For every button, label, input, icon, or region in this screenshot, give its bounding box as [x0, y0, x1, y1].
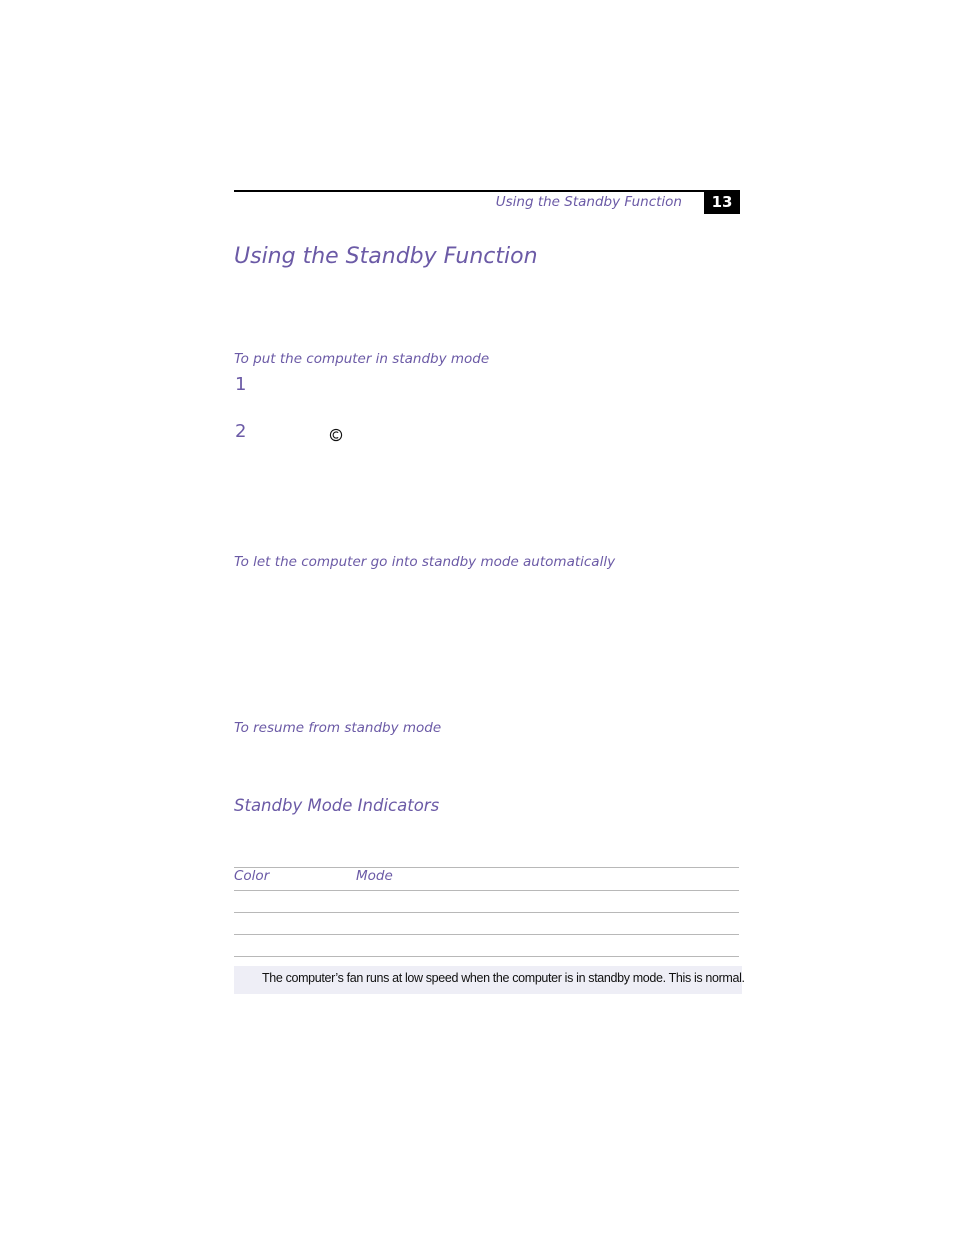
section-heading-indicators: Standby Mode Indicators: [234, 796, 440, 815]
procedure-heading-standby: To put the computer in standby mode: [234, 351, 490, 367]
table-rule-top: [234, 867, 739, 868]
running-head: Using the Standby Function: [495, 194, 682, 210]
procedure-heading-resume: To resume from standby mode: [234, 720, 442, 736]
note-text: The computer’s fan runs at low speed when the computer is in standby mode. This is normal.: [262, 971, 745, 985]
step-number-2: 2: [235, 421, 247, 442]
table-rule: [234, 934, 739, 935]
page-title: Using the Standby Function: [234, 244, 538, 269]
page-number: 13: [704, 190, 740, 214]
table-rule-bottom: [234, 956, 739, 957]
column-header-color: Color: [234, 868, 270, 884]
procedure-heading-auto: To let the computer go into standby mode automatically: [234, 554, 616, 570]
header-rule: [234, 190, 740, 192]
table-rule: [234, 890, 739, 891]
step-number-1: 1: [235, 374, 247, 395]
table-rule: [234, 912, 739, 913]
column-header-mode: Mode: [356, 868, 393, 884]
standby-icon: [329, 428, 343, 442]
